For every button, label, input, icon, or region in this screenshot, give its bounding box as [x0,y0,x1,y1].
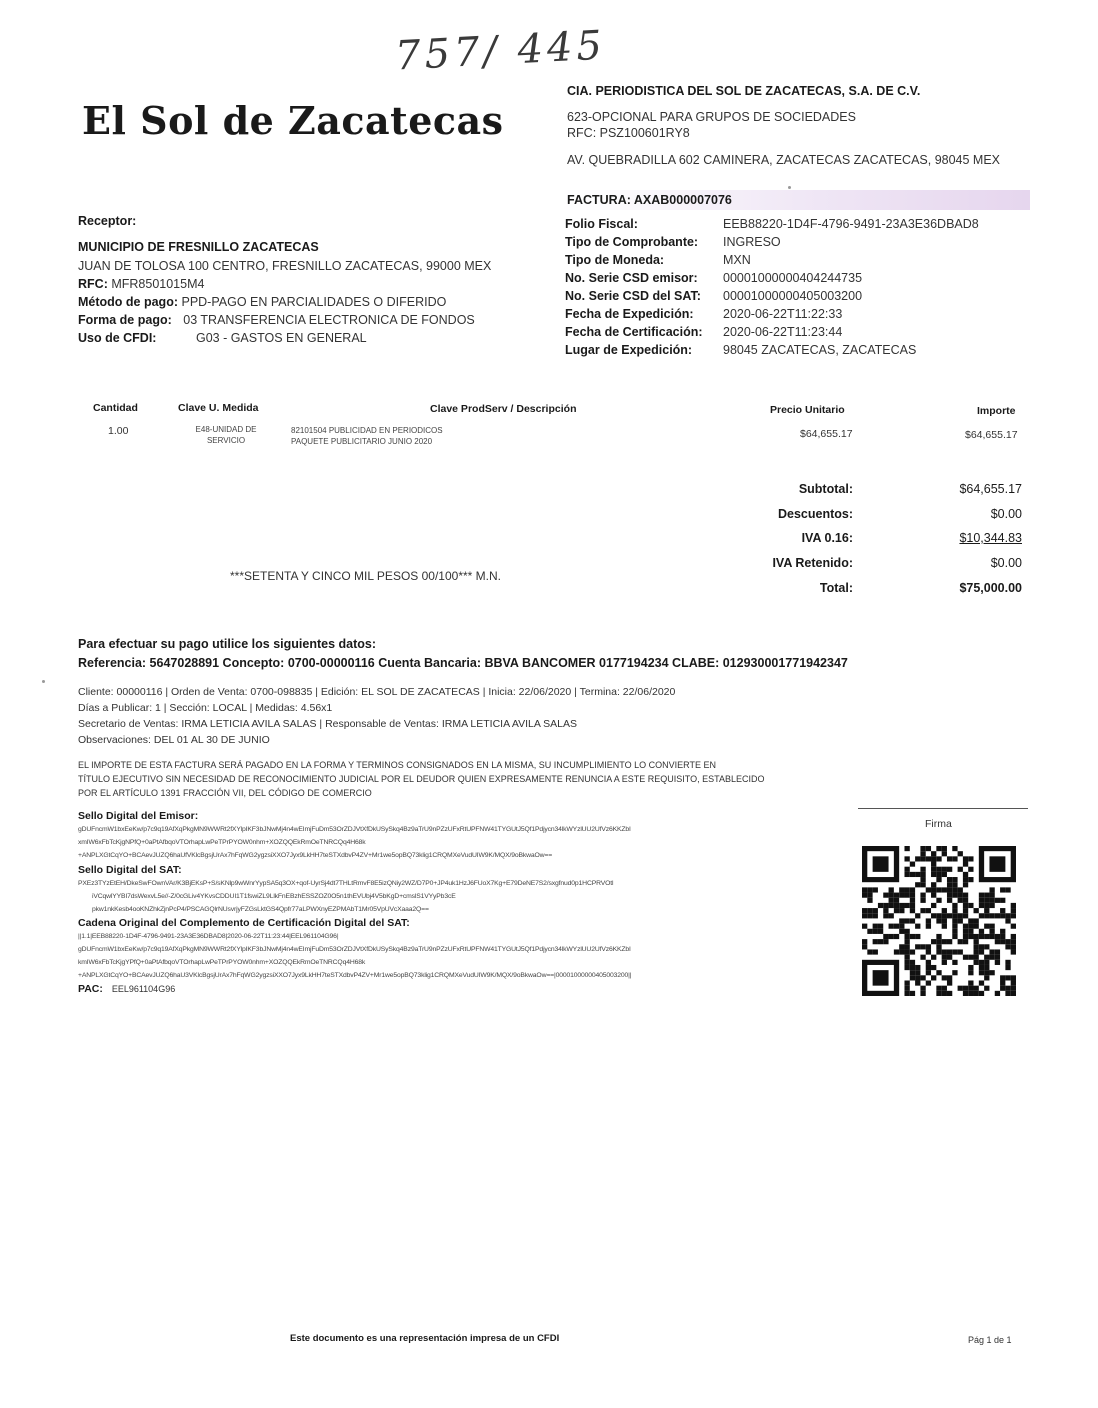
payment-instructions-title: Para efectuar su pago utilice los siguientes datos: [78,637,376,651]
fiscal-value: 2020-06-22T11:23:44 [723,325,843,339]
payment-form-label: Forma de pago: [78,313,172,327]
original-chain-line: +ANPLXGtCqYO+BCAevJUZQ6haU3VKlcBgsjUrAx7hFqWG2ygzsiXXO7Jyx9LkHH7teSTXdbvP4ZV+Mr1we5opBQ73klig1CRQMXeVudUIW9K/MQX/9oBkwaOw==|00001000000405003200|| [78,972,632,979]
fiscal-value: 98045 ZACATECAS, ZACATECAS [723,343,917,357]
receptor-rfc: MFR8501015M4 [111,277,205,291]
issuer-regime: 623-OPCIONAL PARA GRUPOS DE SOCIEDADES [567,110,856,124]
table-header: Clave ProdServ / Descripción [430,403,577,415]
payment-method-label: Método de pago: [78,295,178,309]
subtotal-label: Subtotal: [798,482,853,496]
table-header: Importe [977,405,1016,417]
handwritten-note: 757/ 445 [393,22,607,80]
amount-in-words: ***SETENTA Y CINCO MIL PESOS 00/100*** M.N. [230,569,501,583]
receptor-name: MUNICIPIO DE FRESNILLO ZACATECAS [78,240,319,254]
sat-seal-title: Sello Digital del SAT: [78,864,182,876]
fiscal-value: 00001000000405003200 [723,289,863,303]
order-info-line: Observaciones: DEL 01 AL 30 DE JUNIO [78,734,270,746]
table-header: Cantidad [93,402,138,414]
total-value: $75,000.00 [959,581,1022,595]
issuer-name: CIA. PERIODISTICA DEL SOL DE ZACATECAS, S.A. DE C.V. [567,84,921,98]
issuer-seal-line: xmIW6xFbTcKjgNPfQ+0aPtAfbqoVTOrhapLwPeTPrPYOW0nhm+XOZQQEkRmOeTNRCQq4H68k [78,839,366,846]
page-number: Pág 1 de 1 [968,1335,1012,1345]
fiscal-label: Folio Fiscal: [565,217,638,231]
original-chain-title: Cadena Original del Complemento de Certificación Digital del SAT: [78,917,410,929]
pac-row [78,983,175,995]
sat-seal-line: iVCqwlYYBI7dsWexvL5e//-Z/0cGLiv4YKvsCDDUI1T1fswiZL9LlkFnEBzhESSZOZ0O5n1thEVUbj4V5bKgD+cmslS1VYyPb3cE [92,893,456,900]
order-info-line: Días a Publicar: 1 | Sección: LOCAL | Medidas: 4.56x1 [78,702,333,714]
cfdi-use-label: Uso de CFDI: [78,331,157,345]
subtotal-value: $64,655.17 [959,482,1022,496]
newspaper-logo: El Sol de Zacatecas [82,98,504,143]
scan-speck [788,186,791,189]
payment-form: 03 TRANSFERENCIA ELECTRONICA DE FONDOS [183,313,475,327]
issuer-seal-line: +ANPLXGtCqYO+BCAevJUZQ6haUfVKlcBgsjUrAx7hFqWG2ygzsiXXO7Jyx9LkHH7teSTXdbvP4ZV+Mr1we5opBQ73klig1CRQMXeVudUIW9K/MQX/9oBkwaOw== [78,852,553,859]
legal-text-line: EL IMPORTE DE ESTA FACTURA SERÁ PAGADO EN LA FORMA Y TERMINOS CONSIGNADOS EN LA MISMA, SU INCUMPLIMIENTO LO CONVIERTE EN [78,760,716,770]
qr-code-icon [862,846,1016,996]
payment-form-row [78,313,475,327]
footer-note: Este documento es una representación impresa de un CFDI [290,1333,560,1344]
issuer-rfc: RFC: PSZ100601RY8 [567,126,690,140]
original-chain-line: gDUFncmW1bxEeKw/p7c9q19AfXqPkgMN9WWRt2fXYlpIKF3bJNwMj4n4wEImjFuDm53OrZDJVtXfDkUSySkq4Bz9aTrU9nPZzUFxRtUPFNW41TYGUtJ5Qf1Pdjycn34lkWYzlUU2UfVz6KKZbI [78,946,631,953]
discounts-label: Descuentos: [777,507,853,521]
table-header: Clave U. Medida [178,402,259,414]
cfdi-use-row [78,331,367,345]
iva-retained-label: IVA Retenido: [772,556,853,570]
iva-label: IVA 0.16: [801,531,853,545]
fiscal-value: MXN [723,253,751,267]
row-description [291,425,443,447]
signature-line [858,808,1028,809]
receptor-rfc-label: RFC: [78,277,108,291]
payment-reference: Referencia: 5647028891 Concepto: 0700-00000116 Cuenta Bancaria: BBVA BANCOMER 0177194234 CLABE: 012930001771942347 [78,656,848,670]
row-unit [186,424,266,446]
pac-value: EEL961104G96 [111,984,176,994]
cfdi-use: G03 - GASTOS EN GENERAL [195,331,367,345]
receptor-address: JUAN DE TOLOSA 100 CENTRO, FRESNILLO ZACATECAS, 99000 MEX [78,259,492,273]
row-description-line: PAQUETE PUBLICITARIO JUNIO 2020 [291,437,433,446]
invoice-number: FACTURA: AXAB000007076 [567,193,732,207]
fiscal-label: Tipo de Moneda: [565,253,665,267]
original-chain-line: kmIW6xFbTcKjgYPfQ+0aPtAfbqoVTOrhapLwPeTPrPYOW0nhm+XOZQQEkRmOeTNRCQq4H68k [78,959,366,966]
discounts-value: $0.00 [990,507,1022,521]
iva-value: $10,344.83 [959,531,1022,545]
iva-retained-value: $0.00 [990,556,1022,570]
fiscal-label: Lugar de Expedición: [565,343,693,357]
payment-method-row [78,295,446,309]
order-info-line: Secretario de Ventas: IRMA LETICIA AVILA SALAS | Responsable de Ventas: IRMA LETICIA AVILA SALAS [78,718,578,730]
legal-text-line: POR EL ARTÍCULO 1391 FRACCIÓN VII, DEL CÓDIGO DE COMERCIO [78,788,372,798]
original-chain-line: ||1.1|EEB88220-1D4F-4796-9491-23A3E36DBAD8|2020-06-22T11:23:44|EEL961104G96| [78,933,339,940]
order-info-line: Cliente: 00000116 | Orden de Venta: 0700-098835 | Edición: EL SOL DE ZACATECAS | Inicia: 22/06/2020 | Termina: 22/06/2020 [78,686,676,698]
table-header: Precio Unitario [770,404,845,416]
pac-label: PAC: [78,983,103,995]
fiscal-label: No. Serie CSD emisor: [565,271,698,285]
fiscal-value: 2020-06-22T11:22:33 [723,307,843,321]
fiscal-value: INGRESO [723,235,781,249]
signature-label: Firma [925,818,952,830]
fiscal-label: Fecha de Expedición: [565,307,694,321]
fiscal-label: No. Serie CSD del SAT: [565,289,701,303]
total-label: Total: [819,581,853,595]
payment-method: PPD-PAGO EN PARCIALIDADES O DIFERIDO [181,295,447,309]
fiscal-value: EEB88220-1D4F-4796-9491-23A3E36DBAD8 [723,217,979,231]
row-unit-line: E48-UNIDAD DE [195,425,257,434]
row-description-line: 82101504 PUBLICIDAD EN PERIODICOS [291,426,443,435]
row-unit-price: $64,655.17 [800,428,853,440]
legal-text-line: TÍTULO EJECUTIVO SIN NECESIDAD DE RECONOCIMIENTO JUDICIAL POR EL DEUDOR QUIEN EXPRESAMENTE RENUNCIA A ESTE REQUISITO, ESTABLECIDO [78,774,765,784]
sat-seal-line: PXEz3TYzEtEH/DkeSwFOwnVAr/K3BjEKsP+S/sKNlp9wWnrYypSA5q3OX+qof-UyrSj4dt7THLtRmvF8E5izQNiy2WZ/D7P0+JP4uk1HzJ6FUoX7Kg+E79DeNE7S2/sxgfnud0p1HCPRVOtl [78,880,614,887]
fiscal-label: Tipo de Comprobante: [565,235,699,249]
sat-seal-line: pkw1nkKesb4ooKNZhkZjnPcP4/PSCAGQlrNUsvrjyFZGsLktGS4Qpfr77aLPWXnyEZPMAbT1Mr05VpUVcXaaa2Q== [92,906,429,913]
issuer-seal-line: gDUFncmW1bxEeKw/p7c9q19AfXqPkgMN9WWRt2fXYlpIKF3bJNwMj4n4wEImjFuDm53OrZDJVtXfDkUSySkq4Bz9aTrU9nPZzUFxRtUPFNW41TYGUtJ5Qf1Pdjycn34lkWYzlUU2UfVz6KKZbI [78,826,631,833]
fiscal-label: Fecha de Certificación: [565,325,703,339]
receptor-title: Receptor: [78,214,137,228]
row-quantity: 1.00 [108,425,129,437]
receptor-rfc-row [78,277,204,291]
scan-speck [42,680,45,683]
row-unit-line: SERVICIO [206,436,246,445]
row-amount: $64,655.17 [965,429,1018,441]
issuer-address: AV. QUEBRADILLA 602 CAMINERA, ZACATECAS ZACATECAS, 98045 MEX [567,153,1001,167]
issuer-seal-title: Sello Digital del Emisor: [78,810,199,822]
fiscal-value: 00001000000404244735 [723,271,863,285]
